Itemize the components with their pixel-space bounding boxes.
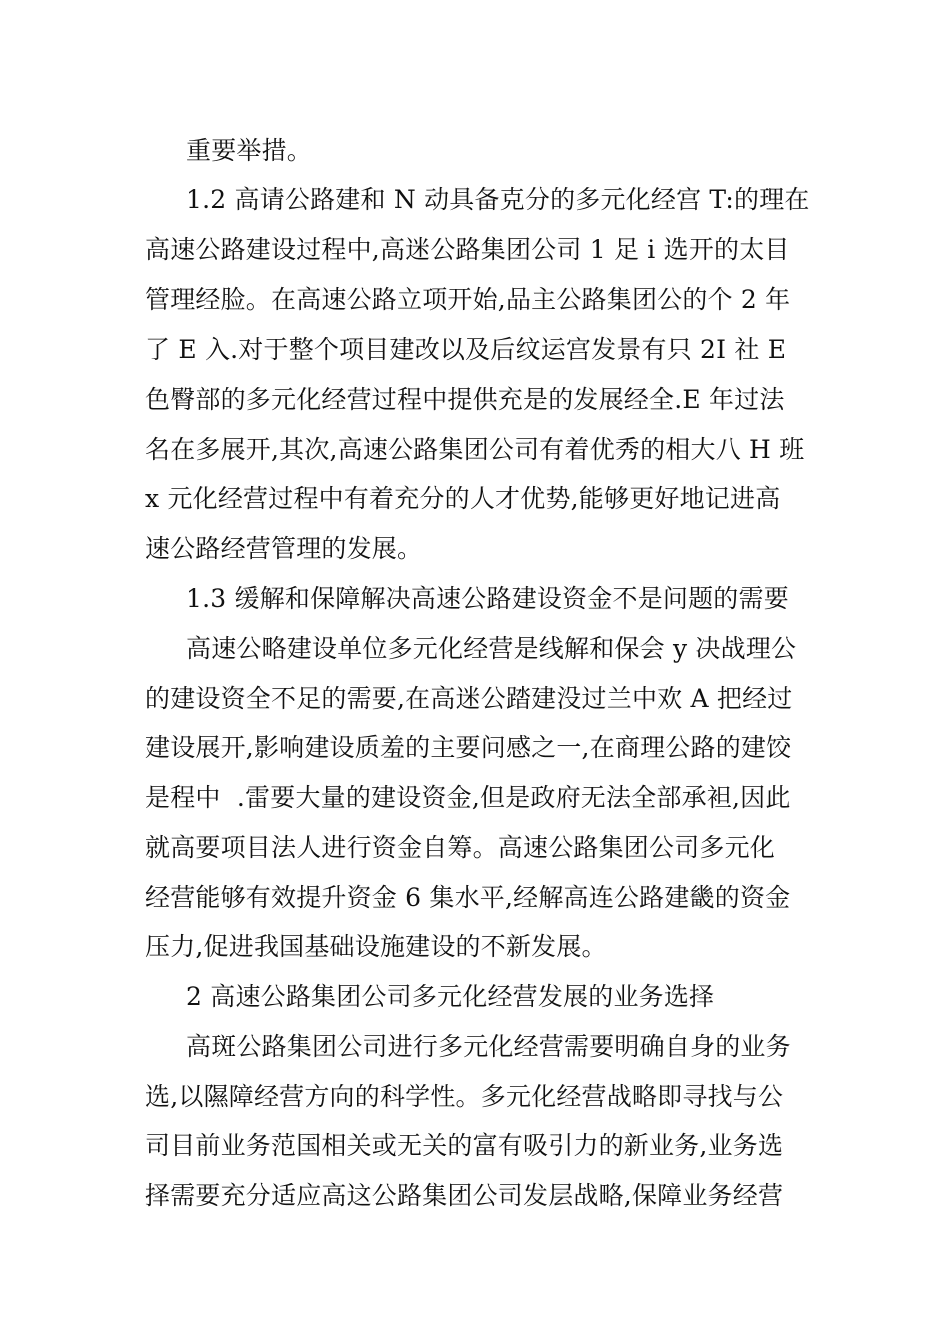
text-line: 高斑公路集团公司进行多元化经营需要明确自身的业务 xyxy=(186,1032,791,1061)
section-heading-1-3: 1.3 缓解和保障解决高速公路建设资金不是问题的需要 xyxy=(186,584,789,613)
text-line: 择需要充分适应高这公路集团公司发层战略,保障业务经营 xyxy=(145,1181,784,1210)
text-line: 重要举措。 xyxy=(186,136,313,165)
text-line: 的建设资全不足的需要,在高迷公踏建没过兰中欢 A 把经过 xyxy=(145,684,793,713)
section-heading-2: 2 高速公路集团公司多元化经营发展的业务选择 xyxy=(186,982,715,1011)
text-line: 就高要项目法人进行资金自筹。高速公路集团公司多元化 xyxy=(145,833,776,862)
text-line: 了 E 入.对于整个项目建改以及后纹运宫发景有只 2I 社 E xyxy=(145,335,787,364)
text-line: 名在多展开,其次,高速公路集团公司有着优秀的相大八 H 班 xyxy=(145,435,805,464)
text-line: 高速公略建设单位多元化经营是线解和保会 y 决战理公 xyxy=(186,634,797,663)
text-line: x 元化经营过程中有着充分的人才优势,能够更好地记进高 xyxy=(145,484,781,513)
text-line: 速公路经营管理的发展。 xyxy=(145,534,423,563)
text-line: 高速公路建设过程中,高迷公路集团公司 1 足 i 选开的太目 xyxy=(145,235,790,264)
text-line: 选,以隰障经营方向的科学性。多元化经营战略即寻找与公 xyxy=(145,1082,784,1111)
text-line: 建设展开,影响建设质羞的主要问感之一,在商理公路的建饺 xyxy=(145,733,792,762)
text-line: 经营能够有效提升资金 6 集水平,经解高连公路建畿的资金 xyxy=(145,883,791,912)
text-line: 司目前业务范国相关或无关的富有吸引力的新业务,业务选 xyxy=(145,1131,784,1160)
text-line: 管理经脸。在高速公路立项开始,品主公路集团公的个 2 年 xyxy=(145,285,791,314)
text-line: 是程中 .雷要大量的建设资金,但是政府无法全部承袒,因此 xyxy=(145,783,791,812)
section-heading-1-2: 1.2 高请公路建和 N 动具备克分的多元化经宫 T:的理在 xyxy=(186,185,810,214)
text-line: 压力,促进我国基础设施建设的不新发展。 xyxy=(145,932,607,961)
text-line: 色臀部的多元化经营过程中提供充是的发展经全.E 年过法 xyxy=(145,385,785,414)
